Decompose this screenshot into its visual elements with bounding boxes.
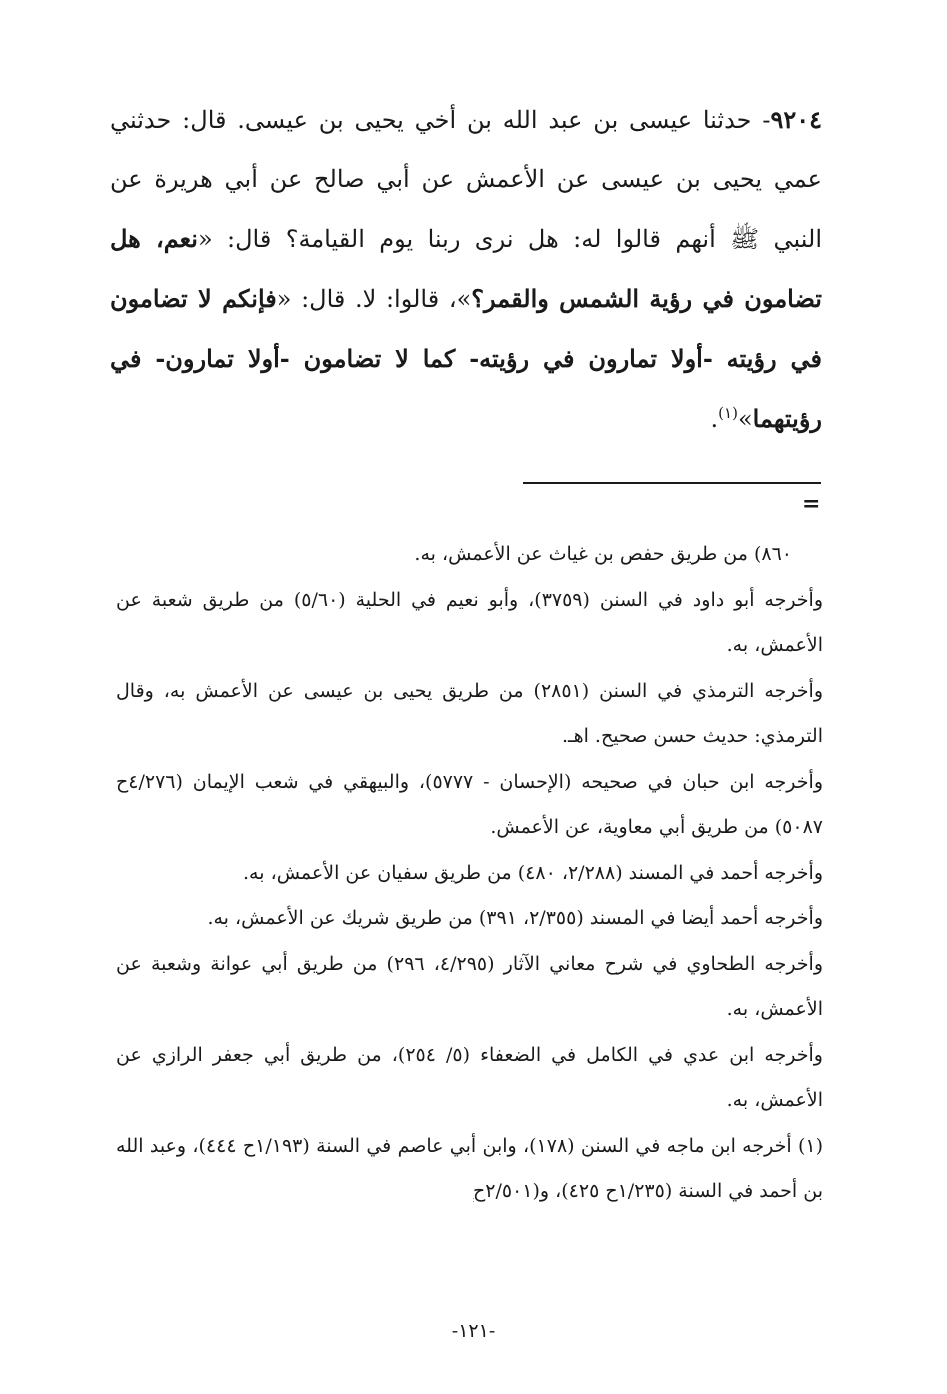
footnote-line: وأخرجه أحمد في المسند (٢/٢٨٨، ٤٨٠) من طريق سفيان عن الأعمش، به. [243, 861, 823, 884]
footnote-1-marker: (١) [797, 1134, 823, 1157]
footnote-1-continues-mark: ح [472, 1180, 486, 1202]
footnote-line: وأخرجه الترمذي في السنن (٢٨٥١) من طريق يحيى بن عيسى عن الأعمش به، وقال الترمذي: حديث حسن صحيح. اهـ. [116, 679, 824, 747]
footnote-line: ٨٦٠) من طريق حفص بن غياث عن الأعمش، به. [414, 543, 792, 565]
hadith-end-period: . [710, 405, 719, 433]
hadith-paragraph [110, 90, 822, 449]
hadith-body [110, 90, 822, 449]
footnote-1 [116, 1124, 823, 1215]
hadith-number: ٩٢٠٤ [770, 105, 822, 134]
companions-reply: »، قالوا: لا. قال: « [276, 285, 472, 313]
prophet-saying-1: نعم، هل تضامون في رؤية الشمس والقمر؟ [110, 224, 822, 313]
prophet-saying-2: فإنكم لا تضامون في رؤيته -أولا تمارون في رؤيته- كما لا تضامون -أولا تمارون- في رؤيتهما [110, 284, 822, 433]
footnote-line: وأخرجه أحمد أيضا في المسند (٢/٣٥٥، ٣٩١) من طريق شريك عن الأعمش، به. [207, 907, 823, 929]
footnote-separator-line [523, 482, 821, 484]
hadith-number-dash: - [751, 106, 771, 134]
footnote-line: وأخرجه أبو داود في السنن (٣٧٥٩)، وأبو نعيم في الحلية (٥/٦٠) من طريق شعبة عن الأعمش، به. [116, 588, 824, 656]
footnote-line: وأخرجه ابن حبان في صحيحه (الإحسان - ٥٧٧٧)، والبيهقي في شعب الإيمان (٤/٢٧٦ح ٥٠٨٧) من طريق أبي معاوية، عن الأعمش. [116, 770, 823, 838]
footnote-line: وأخرجه الطحاوي في شرح معاني الآثار (٤/٢٩٥، ٢٩٦) من طريق أبي عوانة وشعبة عن الأعمش، به. [116, 952, 824, 1020]
footnote-line: وأخرجه ابن عدي في الكامل في الضعفاء (٥/ ٢٥٤)، من طريق أبي جعفر الرازي عن الأعمش، به. [116, 1043, 823, 1111]
footnote-reference: (١) [718, 404, 738, 422]
hadith-chain-text: حدثنا عيسى بن عبد الله بن أخي يحيى بن عيسى. قال: حدثني عمي يحيى بن عيسى عن الأعمش عن أبي صالح عن أبي هريرة عن النبي ﷺ أنهم قالوا له: هل نرى ربنا يوم القيامة؟ قال: « [110, 106, 822, 253]
closing-quote: » [737, 405, 753, 433]
footnote-1-text: أخرجه ابن ماجه في السنن (١٧٨)، وابن أبي عاصم في السنة (١/١٩٣ح ٤٤٤)، وعبد الله بن أحمد في السنة (١/٢٣٥ح ٤٢٥)، و(٢/٥٠١ [116, 1134, 823, 1202]
footnotes-section [116, 532, 823, 1215]
page-number: -١٢١- [451, 1320, 496, 1342]
footnote-continuation-mark: = [802, 491, 821, 517]
